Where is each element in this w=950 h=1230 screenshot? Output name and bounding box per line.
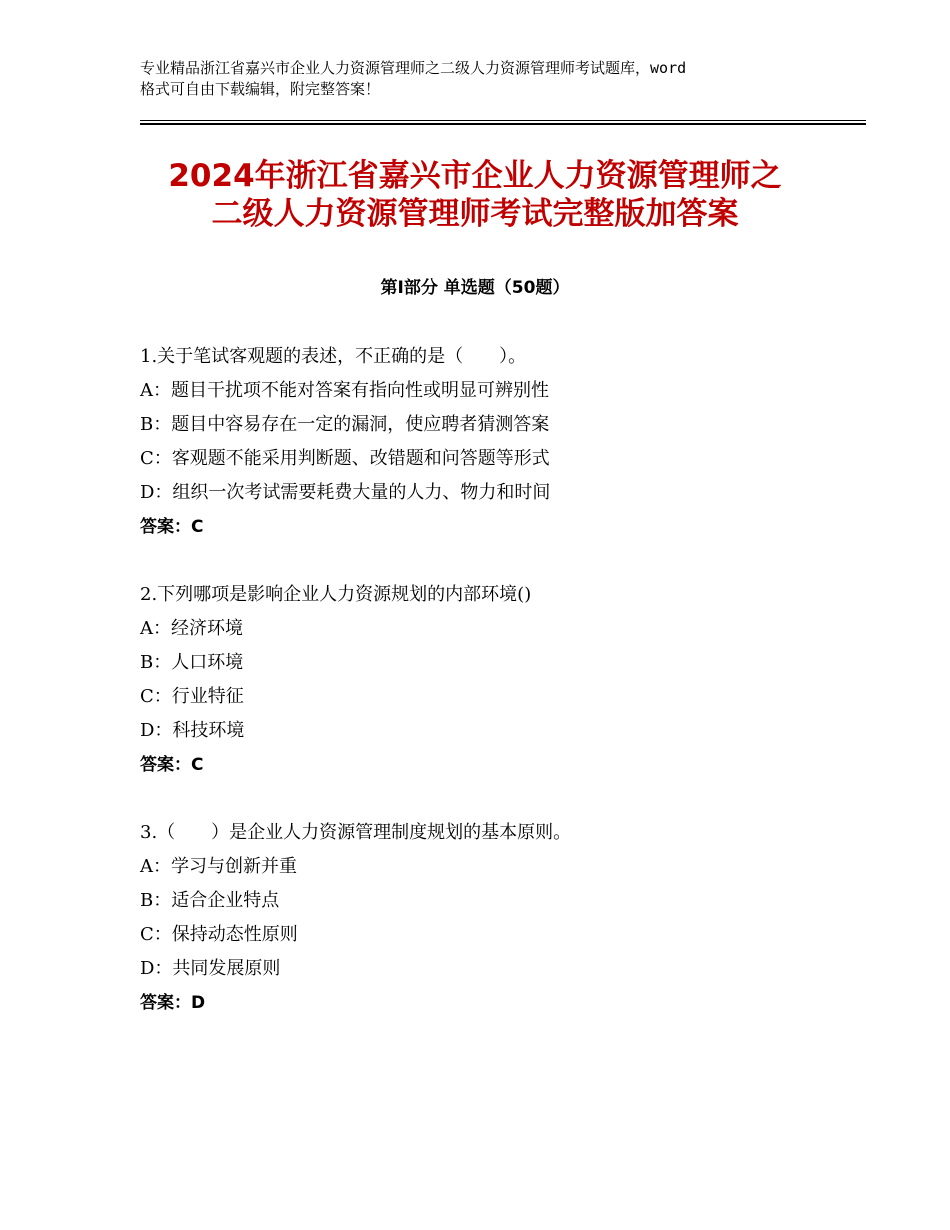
option-b: B：适合企业特点	[140, 890, 280, 911]
option-b: B：题目中容易存在一定的漏洞，使应聘者猜测答案	[140, 414, 550, 435]
question-item-3	[140, 816, 860, 1020]
option-d: D：组织一次考试需要耗费大量的人力、物力和时间	[140, 482, 551, 503]
question-stem: 1.关于笔试客观题的表述，不正确的是（ ）。	[140, 346, 527, 367]
question-item-1	[140, 340, 860, 544]
header-note-line-2: 格式可自由下载编辑，附完整答案！	[140, 80, 381, 98]
document-title-line-2: 二级人力资源管理师考试完整版加答案	[211, 196, 739, 232]
header-divider-thick	[140, 123, 866, 125]
option-c: C：保持动态性原则	[140, 924, 298, 945]
answer-label: 答案：D	[140, 993, 206, 1013]
document-title-line-1: 2024年浙江省嘉兴市企业人力资源管理师之	[168, 158, 782, 194]
option-c: C：客观题不能采用判断题、改错题和问答题等形式	[140, 448, 550, 469]
header-note-line-1: 专业精品浙江省嘉兴市企业人力资源管理师之二级人力资源管理师考试题库，word	[140, 59, 687, 77]
option-b: B：人口环境	[140, 652, 244, 673]
header-divider-thin	[140, 120, 866, 121]
section-heading: 第Ⅰ部分 单选题（50题）	[380, 278, 570, 298]
answer-label: 答案：C	[140, 755, 204, 775]
question-stem: 3.（ ）是企业人力资源管理制度规划的基本原则。	[140, 822, 572, 843]
option-d: D：共同发展原则	[140, 958, 281, 979]
answer-label: 答案：C	[140, 517, 204, 537]
option-c: C：行业特征	[140, 686, 244, 707]
question-list	[140, 340, 860, 1054]
header-note	[140, 58, 830, 100]
question-item-2	[140, 578, 860, 782]
option-a: A：题目干扰项不能对答案有指向性或明显可辨别性	[140, 380, 549, 401]
question-stem: 2.下列哪项是影响企业人力资源规划的内部环境()	[140, 584, 532, 605]
option-d: D：科技环境	[140, 720, 245, 741]
option-a: A：学习与创新并重	[140, 856, 297, 877]
option-a: A：经济环境	[140, 618, 243, 639]
document-title	[60, 157, 890, 233]
